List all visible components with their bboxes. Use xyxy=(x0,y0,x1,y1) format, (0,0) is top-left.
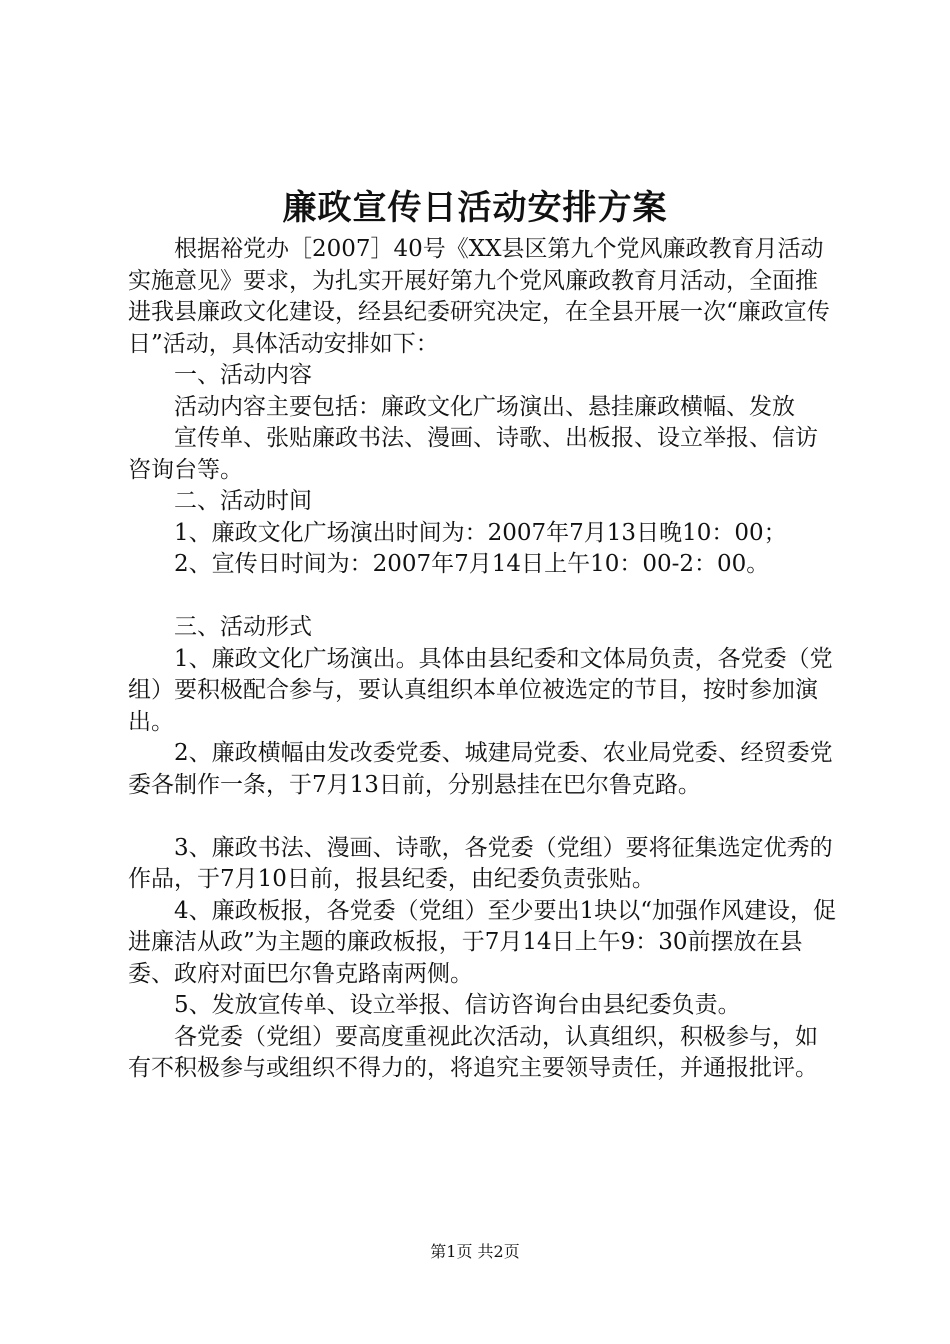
content-paragraph-2: 宣传单、张贴廉政书法、漫画、诗歌、出板报、设立举报、信访咨询台等。 xyxy=(128,425,818,483)
content-paragraph-1: 活动内容主要包括：廉政文化广场演出、悬挂廉政横幅、发放 xyxy=(174,393,795,420)
intro-paragraph: 根据裕党办［2007］40号《XX县区第九个党风廉政教育月活动实施意见》要求，为扎实开展好第九个党风廉政教育月活动，全面推进我县廉政文化建设，经县纪委研究决定，在全县开展一次“廉政宣传日”活动，具体活动安排如下： xyxy=(128,236,830,357)
time-item-2: 2、宣传日时间为：2007年7月14日上午10：00-2：00。 xyxy=(174,551,770,577)
form-item-5: 5、发放宣传单、设立举报、信访咨询台由县纪委负责。 xyxy=(174,992,741,1018)
section-heading-time: 二、活动时间 xyxy=(174,488,312,514)
form-item-4: 4、廉政板报，各党委（党组）至少要出1块以“加强作风建设，促进廉洁从政”为主题的廉政板报，于7月14日上午9：30前摆放在县委、政府对面巴尔鲁克路南两侧。 xyxy=(128,897,837,987)
section-heading-content: 一、活动内容 xyxy=(174,362,312,388)
document-title: 廉政宣传日活动安排方案 xyxy=(282,188,668,228)
form-item-3: 3、廉政书法、漫画、诗歌，各党委（党组）要将征集选定优秀的作品，于7月10日前，报县纪委，由纪委负责张贴。 xyxy=(128,834,833,892)
page-number-footer: 第1页 共2页 xyxy=(430,1242,520,1261)
time-item-1: 1、廉政文化广场演出时间为：2007年7月13日晚10：00； xyxy=(174,519,787,546)
section-heading-form: 三、活动形式 xyxy=(174,614,312,640)
document-body xyxy=(128,234,840,1085)
form-item-2: 2、廉政横幅由发改委党委、城建局党委、农业局党委、经贸委党委各制作一条，于7月13日前，分别悬挂在巴尔鲁克路。 xyxy=(128,740,833,798)
form-item-1: 1、廉政文化广场演出。具体由县纪委和文体局负责，各党委（党组）要积极配合参与，要认真组织本单位被选定的节目，按时参加演出。 xyxy=(128,645,833,735)
closing-paragraph: 各党委（党组）要高度重视此次活动，认真组织，积极参与，如有不积极参与或组织不得力的，将追究主要领导责任，并通报批评。 xyxy=(128,1023,818,1081)
